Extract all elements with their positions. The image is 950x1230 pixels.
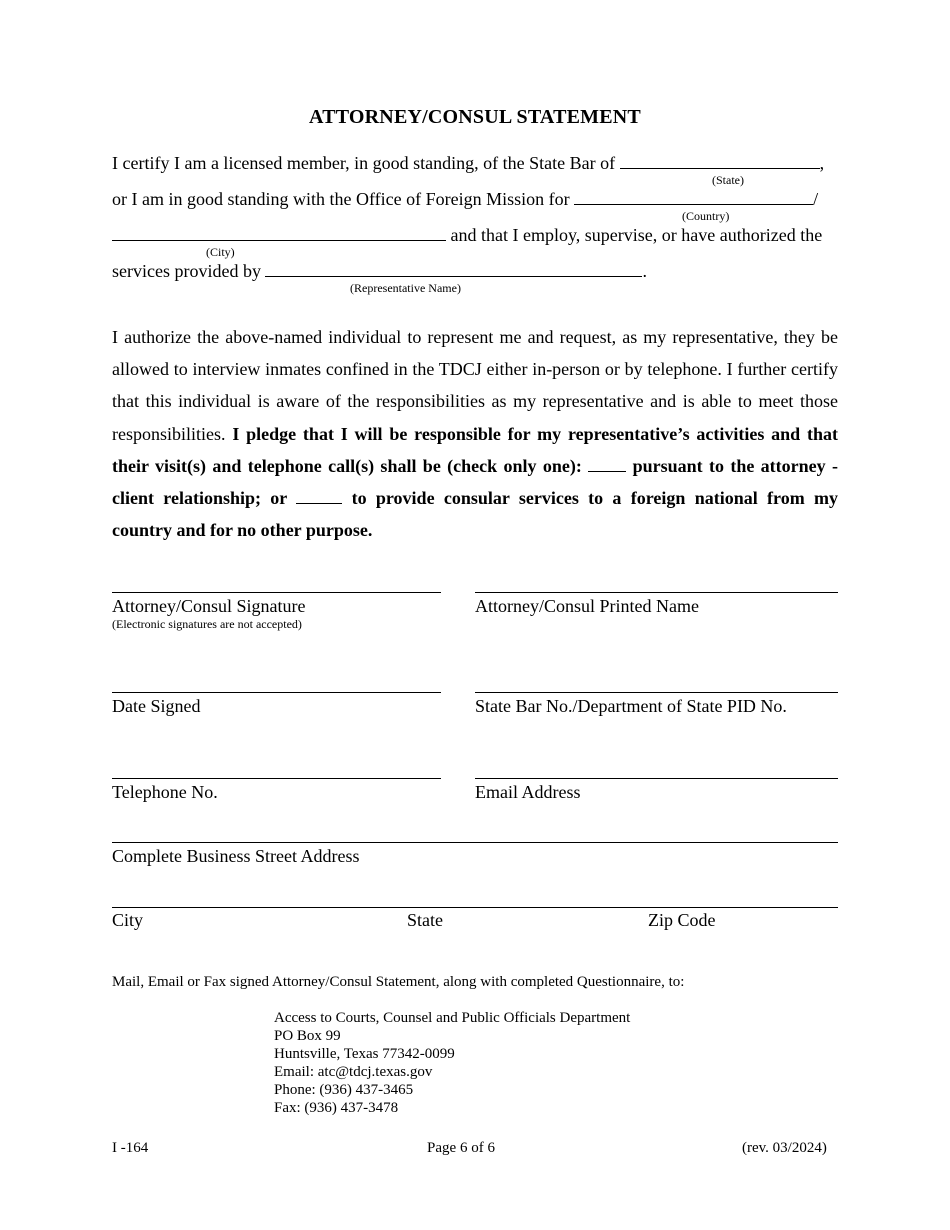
pledge-option-consular: to provide consular services to a foreign national from my country and for no other purpose.	[112, 488, 838, 541]
address-email: Email: atc@tdcj.texas.gov	[274, 1064, 433, 1080]
authorization-text: I authorize the above-named individual to represent me and request, as my representative, they be allowed to interview inmates confined in the TDCJ either in-person or by telephone. I further certify that this individual is aware of the responsibilities as my representative and is able to meet those responsibilities.	[112, 327, 838, 444]
mailing-address	[274, 1009, 630, 1117]
certify-line-1	[112, 152, 824, 174]
printed-name-label: Attorney/Consul Printed Name	[475, 596, 699, 616]
country-blank[interactable]	[574, 189, 813, 205]
street-address-line[interactable]	[112, 842, 838, 843]
telephone-label: Telephone No.	[112, 782, 218, 802]
street-address-label: Complete Business Street Address	[112, 846, 360, 866]
city-blank[interactable]	[112, 225, 446, 241]
country-caption: (Country)	[682, 209, 730, 223]
state-blank[interactable]	[620, 153, 820, 169]
mail-instructions: Mail, Email or Fax signed Attorney/Consul Statement, along with completed Questionnaire, to:	[112, 974, 685, 990]
signature-line[interactable]	[112, 592, 441, 593]
certify-line-2-end: /	[813, 189, 819, 209]
revision-date: (rev. 03/2024)	[742, 1140, 827, 1156]
date-signed-label: Date Signed	[112, 696, 201, 716]
pledge-option-attorney: pursuant to the attorney - client relationship; or	[112, 455, 839, 509]
bar-number-line[interactable]	[475, 692, 838, 693]
state-label: State	[407, 910, 443, 930]
signature-note: (Electronic signatures are not accepted)	[112, 617, 302, 631]
address-city: Huntsville, Texas 77342-0099	[274, 1046, 455, 1062]
certify-line-2	[112, 188, 818, 210]
certify-line-1-text: I certify I am a licensed member, in good standing, of the State Bar of	[112, 153, 616, 173]
certify-line-4-end: .	[642, 261, 647, 281]
form-id: I -164	[112, 1140, 149, 1156]
consular-checkbox-blank[interactable]	[296, 489, 342, 504]
zip-label: Zip Code	[648, 910, 716, 930]
representative-caption: (Representative Name)	[350, 281, 461, 295]
printed-name-line[interactable]	[475, 592, 838, 593]
attorney-client-checkbox-blank[interactable]	[588, 457, 626, 472]
signature-label: Attorney/Consul Signature	[112, 596, 306, 616]
page-title: ATTORNEY/CONSUL STATEMENT	[309, 106, 641, 128]
address-department: Access to Courts, Counsel and Public Officials Department	[274, 1010, 631, 1026]
state-caption: (State)	[712, 173, 744, 187]
certify-line-1-end: ,	[819, 153, 825, 173]
certify-line-3-text: and that I employ, supervise, or have authorized the	[450, 225, 823, 245]
email-line[interactable]	[475, 778, 838, 779]
city-caption: (City)	[206, 245, 235, 259]
address-fax: Fax: (936) 437-3478	[274, 1100, 399, 1116]
certify-line-3	[112, 224, 822, 246]
email-label: Email Address	[475, 782, 581, 802]
address-po-box: PO Box 99	[274, 1028, 341, 1044]
certify-line-4-text: services provided by	[112, 261, 261, 281]
address-phone: Phone: (936) 437-3465	[274, 1082, 414, 1098]
representative-blank[interactable]	[265, 261, 642, 277]
certify-line-4	[112, 260, 647, 282]
certify-line-2-text: or I am in good standing with the Office of Foreign Mission for	[112, 189, 570, 209]
page-number: Page 6 of 6	[427, 1140, 495, 1156]
telephone-line[interactable]	[112, 778, 441, 779]
city-label: City	[112, 910, 144, 930]
bar-number-label: State Bar No./Department of State PID No.	[475, 696, 787, 716]
city-state-zip-line[interactable]	[112, 907, 838, 908]
pledge-text: I pledge that I will be responsible for my representative’s activities and that their visit(s) and telephone call(s) shall be (check only one):	[112, 423, 838, 476]
date-signed-line[interactable]	[112, 692, 441, 693]
authorization-paragraph	[112, 321, 838, 546]
